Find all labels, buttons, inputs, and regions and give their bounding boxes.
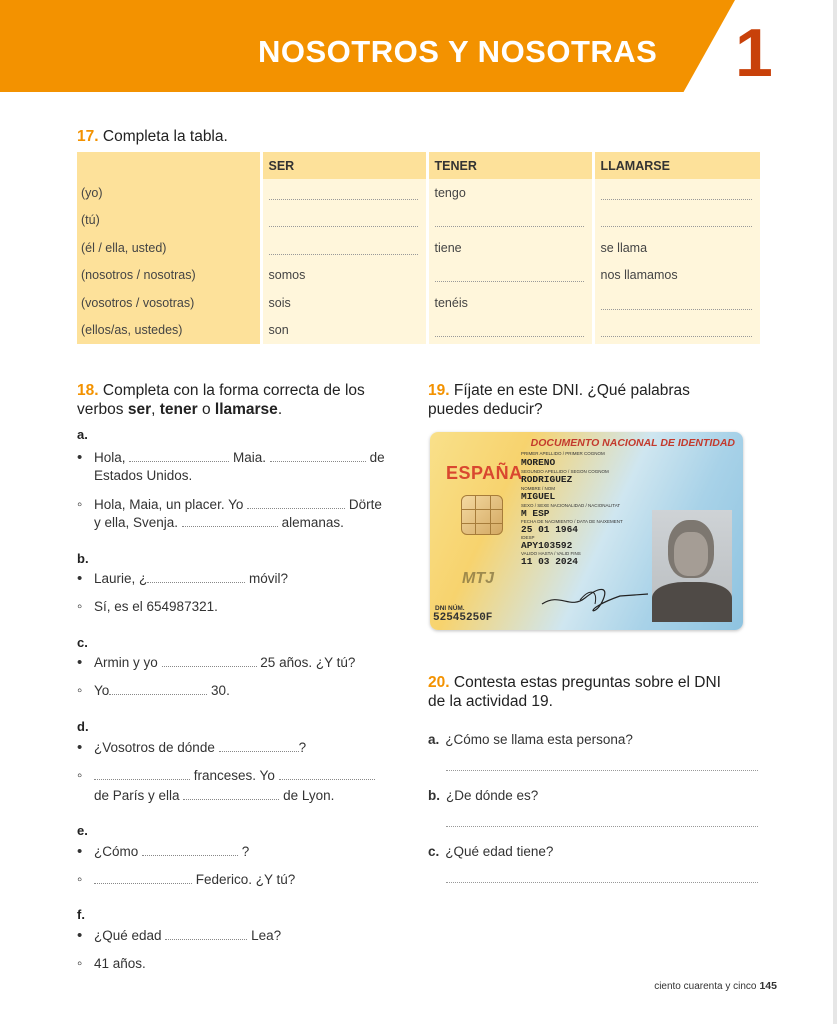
dialog-line: •¿Vosotros de dónde ? bbox=[77, 738, 306, 757]
dialog-line: ◦Yo 30. bbox=[77, 681, 230, 700]
pronoun-cell: (tú) bbox=[77, 207, 261, 235]
dialog-line: •¿Cómo ? bbox=[77, 842, 249, 861]
blank-field[interactable] bbox=[601, 323, 753, 337]
id-birth-date: 25 01 1964 bbox=[521, 524, 579, 535]
blank-field[interactable] bbox=[269, 213, 418, 227]
pronoun-cell: (él / ella, usted) bbox=[77, 234, 261, 262]
table-row bbox=[77, 234, 760, 262]
field-label: SEXO / SEXE NACIONALIDAD / NACIONALITAT bbox=[521, 503, 621, 508]
blank-field[interactable] bbox=[219, 739, 299, 752]
page-edge bbox=[833, 0, 837, 1024]
verb-form-cell[interactable]: se llama bbox=[593, 234, 760, 262]
blank-cell[interactable] bbox=[261, 234, 427, 262]
bullet-icon bbox=[77, 448, 94, 467]
exercise-19-title: 19. Fíjate en este DNI. ¿Qué palabras puedes deducir? bbox=[428, 382, 690, 418]
exercise-18-title: 18. Completa con la forma correcta de los verbos ser, tener o llamarse. bbox=[77, 382, 365, 418]
verb-form-cell[interactable]: son bbox=[261, 317, 427, 345]
blank-field[interactable] bbox=[601, 186, 753, 200]
dialog-line: •Armin y yo 25 años. ¿Y tú? bbox=[77, 653, 355, 672]
dialog-line: ◦ Federico. ¿Y tú? bbox=[77, 870, 295, 889]
pronoun-cell: (nosotros / nosotras) bbox=[77, 262, 261, 290]
id-idesp: APY103592 bbox=[521, 540, 573, 551]
item-letter: b. bbox=[77, 551, 89, 566]
blank-field[interactable] bbox=[601, 296, 753, 310]
open-bullet-icon bbox=[77, 597, 94, 616]
bullet-icon bbox=[77, 926, 94, 945]
blank-cell[interactable] bbox=[593, 179, 760, 207]
field-label: IDESP bbox=[521, 535, 535, 540]
blank-field[interactable] bbox=[129, 449, 229, 462]
dialog-line: •Laurie, ¿ móvil? bbox=[77, 569, 288, 588]
pronoun-cell: (ellos/as, ustedes) bbox=[77, 317, 261, 345]
id-name: MIGUEL bbox=[521, 491, 556, 502]
photo-face bbox=[674, 532, 708, 576]
blank-field[interactable] bbox=[269, 241, 418, 255]
blank-field[interactable] bbox=[435, 268, 584, 282]
verb-form-cell[interactable]: tenéis bbox=[427, 289, 593, 317]
blank-field[interactable] bbox=[182, 514, 278, 527]
blank-field[interactable] bbox=[94, 767, 190, 780]
blank-cell[interactable] bbox=[593, 207, 760, 235]
conjugation-table bbox=[77, 152, 760, 344]
photo-shoulders bbox=[652, 582, 732, 622]
id-surname-1: MORENO bbox=[521, 457, 556, 468]
exercise-20-title: 20. Contesta estas preguntas sobre el DNI de la actividad 19. bbox=[428, 674, 721, 710]
id-card-country: ESPAÑA bbox=[446, 463, 523, 483]
table-header-row bbox=[77, 152, 760, 179]
blank-field[interactable] bbox=[183, 787, 279, 800]
open-bullet-icon bbox=[77, 870, 94, 889]
table-row bbox=[77, 207, 760, 235]
item-letter: e. bbox=[77, 823, 88, 838]
pronoun-cell: (yo) bbox=[77, 179, 261, 207]
page-footer: ciento cuarenta y cinco 145 bbox=[654, 980, 777, 992]
bullet-icon bbox=[77, 738, 94, 757]
blank-field[interactable] bbox=[109, 682, 207, 695]
id-card-image bbox=[430, 432, 743, 630]
open-bullet-icon bbox=[77, 954, 94, 973]
field-label: NOMBRE / NOM bbox=[521, 486, 556, 491]
question-b: b. ¿De dónde es? bbox=[428, 788, 539, 803]
bullet-icon bbox=[77, 842, 94, 861]
verb-form-cell[interactable]: nos llamamos bbox=[593, 262, 760, 290]
blank-field[interactable] bbox=[247, 496, 345, 509]
bullet-icon bbox=[77, 653, 94, 672]
dialog-line: Estados Unidos. bbox=[94, 468, 193, 483]
id-number-label: DNI NÚM. bbox=[435, 605, 465, 612]
question-a: a. ¿Cómo se llama esta persona? bbox=[428, 732, 633, 747]
verb-form-cell[interactable]: sois bbox=[261, 289, 427, 317]
item-letter: f. bbox=[77, 907, 85, 922]
table-row bbox=[77, 179, 760, 207]
dialog-line: •Hola, Maia. de bbox=[77, 448, 385, 467]
table-header-cell: LLAMARSE bbox=[593, 152, 760, 179]
table-header-cell: TENER bbox=[427, 152, 593, 179]
blank-field[interactable] bbox=[142, 843, 238, 856]
id-number: 52545250F bbox=[433, 612, 493, 624]
item-letter: d. bbox=[77, 719, 89, 734]
open-bullet-icon bbox=[77, 681, 94, 700]
question-c: c. ¿Qué edad tiene? bbox=[428, 844, 554, 859]
dialog-line: ◦41 años. bbox=[77, 954, 146, 973]
item-letter: c. bbox=[77, 635, 88, 650]
id-sex-nationality: M ESP bbox=[521, 508, 550, 519]
dialog-line: y ella, Svenja. alemanas. bbox=[94, 515, 344, 530]
field-label: FECHA DE NACIMIENTO / DATA DE NAIXEMENT bbox=[521, 519, 623, 524]
dialog-line: ◦Sí, es el 654987321. bbox=[77, 597, 218, 616]
blank-field[interactable] bbox=[270, 449, 366, 462]
table-row bbox=[77, 317, 760, 345]
pronoun-cell: (vosotros / vosotras) bbox=[77, 289, 261, 317]
blank-field[interactable] bbox=[279, 767, 375, 780]
unit-number: 1 bbox=[735, 15, 773, 91]
field-label: SEGUNDO APELLIDO / SEGON COGNOM bbox=[521, 469, 609, 474]
blank-cell[interactable] bbox=[593, 317, 760, 345]
id-surname-2: RODRIGUEZ bbox=[521, 474, 573, 485]
id-card-heading: DOCUMENTO NACIONAL DE IDENTIDAD bbox=[530, 437, 735, 449]
answer-field[interactable] bbox=[446, 882, 758, 883]
id-valid-until: 11 03 2024 bbox=[521, 556, 579, 567]
blank-field[interactable] bbox=[435, 323, 584, 337]
answer-field[interactable] bbox=[446, 826, 758, 827]
field-label: PRIMER APELLIDO / PRIMER COGNOM bbox=[521, 451, 605, 456]
blank-cell[interactable] bbox=[261, 207, 427, 235]
blank-cell[interactable] bbox=[427, 262, 593, 290]
exercise-17-title: 17. Completa la tabla. bbox=[77, 128, 228, 145]
answer-field[interactable] bbox=[446, 770, 758, 771]
table-header-cell: SER bbox=[261, 152, 427, 179]
blank-field[interactable] bbox=[165, 927, 247, 940]
id-photo bbox=[652, 510, 732, 622]
field-label: VALIDO HASTA / VALID FINS bbox=[521, 551, 581, 556]
verb-form-cell[interactable]: tiene bbox=[427, 234, 593, 262]
blank-field[interactable] bbox=[162, 654, 257, 667]
blank-field[interactable] bbox=[147, 570, 245, 583]
dialog-line: •¿Qué edad Lea? bbox=[77, 926, 281, 945]
verb-form-cell[interactable]: tengo bbox=[427, 179, 593, 207]
verb-form-cell[interactable]: somos bbox=[261, 262, 427, 290]
open-bullet-icon bbox=[77, 766, 94, 785]
dialog-line: de París y ella de Lyon. bbox=[94, 788, 335, 803]
blank-field[interactable] bbox=[269, 186, 418, 200]
page-header bbox=[0, 0, 837, 92]
id-hologram-text: MTJ bbox=[462, 570, 494, 587]
blank-cell[interactable] bbox=[261, 179, 427, 207]
dialog-line: ◦ franceses. Yo bbox=[77, 766, 375, 785]
unit-title: NOSOTROS Y NOSOTRAS bbox=[258, 34, 658, 69]
open-bullet-icon bbox=[77, 495, 94, 514]
chip-icon bbox=[461, 495, 503, 535]
bullet-icon bbox=[77, 569, 94, 588]
table-header-cell bbox=[77, 152, 261, 179]
blank-field[interactable] bbox=[601, 213, 753, 227]
table-row bbox=[77, 262, 760, 290]
blank-cell[interactable] bbox=[427, 207, 593, 235]
table-row bbox=[77, 289, 760, 317]
blank-field[interactable] bbox=[94, 871, 192, 884]
item-letter: a. bbox=[77, 427, 88, 442]
page-number: 145 bbox=[759, 980, 777, 992]
dialog-line: ◦Hola, Maia, un placer. Yo Dörte bbox=[77, 495, 382, 514]
blank-cell[interactable] bbox=[427, 317, 593, 345]
blank-cell[interactable] bbox=[593, 289, 760, 317]
blank-field[interactable] bbox=[435, 213, 584, 227]
signature-icon bbox=[540, 582, 650, 612]
